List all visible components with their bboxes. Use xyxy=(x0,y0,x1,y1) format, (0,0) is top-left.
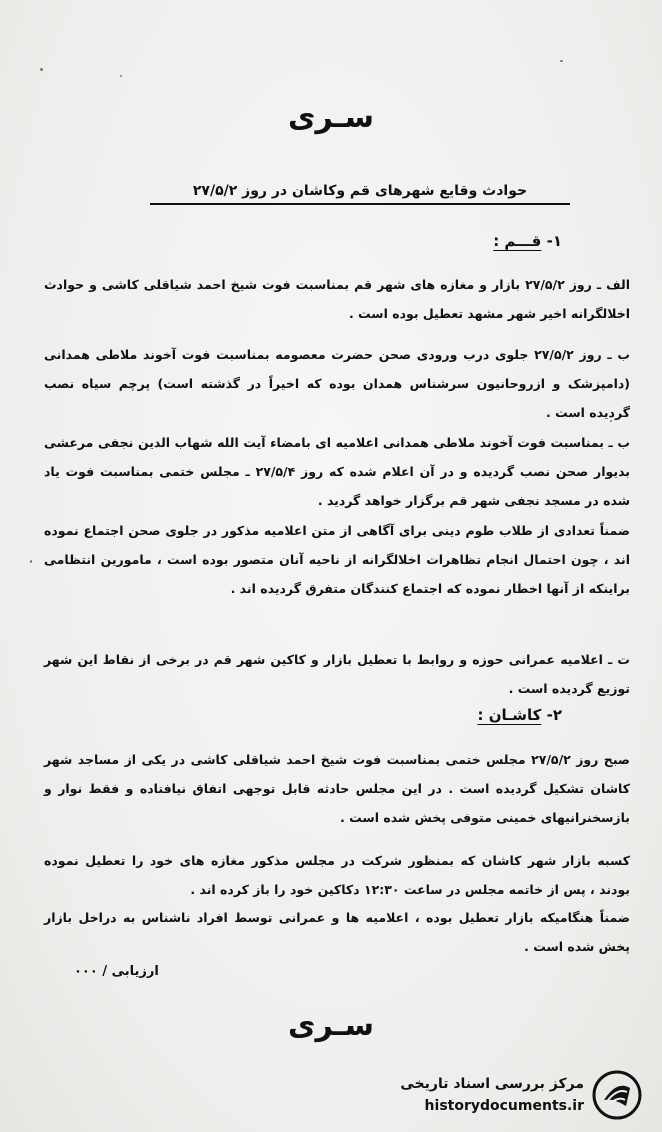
paragraph-be-second: ب ـ بمناسبت فوت آخوند ملاطی همدانی اعلامیه ای بامضاء آیت الله شهاب الدین نجفی مرعشی بدیوار صحن نصب گردیده و در آن اعلام شده که روز ۲۷/۵/۴ ـ مجلس ختمی بمناسبت فوت یاد شده در مسجد نجفی شهر قم برگزار خواهد گردید . xyxy=(44,435,630,508)
paper-speck xyxy=(120,75,122,77)
document-scroll-icon xyxy=(592,1070,642,1120)
paragraph-alef: الف ـ روز ۲۷/۵/۲ بازار و مغازه های شهر قم بمناسبت فوت شیخ احمد شیاقلی کاشی و حوادث اخلالگرانه اخیر شهر مشهد تعطیل بوده است . xyxy=(44,277,630,321)
document-title: حوادث وقایع شهرهای قم وکاشان در روز ۲۷/۵/۲ xyxy=(150,183,570,205)
section-number: ۱- xyxy=(546,232,562,250)
organization-name: مرکز بررسی اسناد تاریخی xyxy=(400,1076,584,1092)
paragraph-te: ت ـ اعلامیه عمرانی حوزه و روابط با تعطیل بازار و کاکین شهر قم در برخی از نقاط این شهر توزیع گردیده است . xyxy=(44,652,630,696)
classified-stamp-top: سـری xyxy=(288,100,374,135)
evaluation-signature: ارزیابی / ۰۰۰ xyxy=(74,964,159,979)
paragraph-kashan-leaflets: ضمناً هنگامیکه بازار تعطیل بوده ، اعلامیه ها و عمرانی توسط افراد ناشناس به دراخل بازار پخش شده است . xyxy=(44,910,630,954)
classified-stamp-bottom: سـری xyxy=(288,1008,374,1043)
section-label: قـــم : xyxy=(493,232,542,250)
section-heading-qom xyxy=(493,232,562,250)
section-number: ۲- xyxy=(546,706,562,724)
paragraph-gathering: ضمناً تعدادی از طلاب طوم دینی برای آگاهی از متن اعلامیه مذکور در جلوی صحن اجتماع نموده اند ، چون احتمال انجام تظاهرات اخلالگرانه از ناحیه آنان متصور بوده است ، مامورین انتظامی براینکه از آنها اخطار نموده که اجتماع کنندگان متفرق گردیده اند . xyxy=(44,523,630,596)
watermark-footer xyxy=(370,1068,650,1126)
paper-speck xyxy=(30,560,32,563)
paragraph-be-first: ب ـ روز ۲۷/۵/۲ جلوی درب ورودی صحن حضرت معصومه بمناسبت فوت آخوند ملاطی همدانی (دامپزشک و ازروحانیون سرشناس همدان بوده که اخیراً در گذشته است) پرچم سیاه نصب گردیده است . xyxy=(44,347,630,420)
paragraph-kashan-bazaar: کسبه بازار شهر کاشان که بمنظور شرکت در مجلس مذکور مغازه های خود را تعطیل نموده بودند ، پس از خاتمه مجلس در ساعت ۱۲:۳۰ دکاکین خود را باز کرده اند . xyxy=(44,853,630,897)
paper-speck xyxy=(40,68,43,71)
website-url: historydocuments.ir xyxy=(424,1098,584,1114)
paragraph-kashan-ceremony: صبح روز ۲۷/۵/۲ مجلس ختمی بمناسبت فوت شیخ احمد شیاقلی کاشی در یکی از مساجد شهر کاشان تشکیل گردیده است . در این مجلس حادثه قابل توجهی اتفاق نیافتاده و فقط نوار و بازسخنرانیهای خمینی متوفی پخش شده است . xyxy=(44,752,631,825)
section-heading-kashan xyxy=(477,706,562,724)
paper-speck xyxy=(560,60,563,62)
section-label: کاشـان : xyxy=(477,706,542,724)
